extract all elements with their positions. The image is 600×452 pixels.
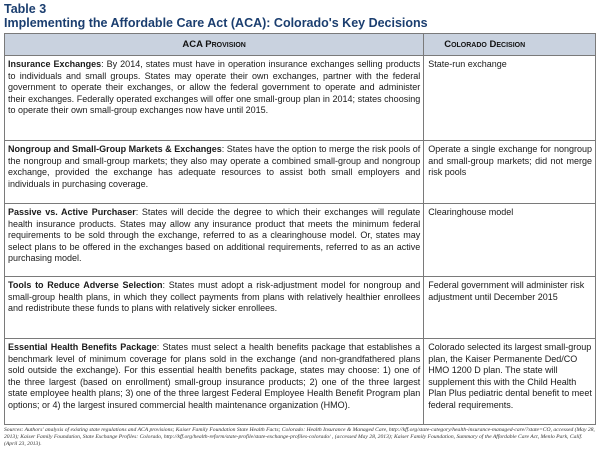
provision-text: : States have the option to merge the risk pools of the nongroup and small-group markets; they also may operate a combined small-group and nongroup exchange, provided the exchange has adequate resources to assist both small employers and individuals in purchasing coverage. [8,144,421,189]
provision-cell [5,204,424,277]
provision-text: : States must select a health benefits package that establishes a benchmark level of minimum coverage for plans sold in the exchange (and non-grandfathered plans sold outside the exchange). For this essential health benefits package, states may choose: 1) one of the three largest (based on enrollment) small-group insurance products; 2) one of the three largest state employee health plans; 3) one of the three largest Federal Employee Health Benefit Program plan options; or 4) the largest insured commercial health maintenance organization (HMO). [8,342,421,410]
provision-text: : By 2014, states must have in operation insurance exchanges selling products to individuals and small groups. States may operate their own exchanges, partner with the federal government to operate their exchanges, or allow the federal government to operate and administer their exchanges. Federally operated exchanges will offer one small-group plan in 2014; states choosing to operate their own small-group exchanges now have until 2015. [8,59,421,116]
decision-cell: Federal government will administer risk adjustment until December 2015 [424,277,596,339]
provision-heading: Insurance Exchanges [8,59,102,69]
decision-cell: Operate a single exchange for nongroup and small-group markets; did not merge risk pools [424,141,596,204]
provision-cell [5,277,424,339]
table-row [5,204,596,277]
provision-cell [5,339,424,425]
table-row [5,339,596,425]
provision-heading: Tools to Reduce Adverse Selection [8,280,163,290]
provision-heading: Essential Health Benefits Package [8,342,157,352]
decision-cell: State-run exchange [424,56,596,141]
sources-note: Sources: Authors' analysis of existing state regulations and ACA provisions; Kaiser Family Foundation State Health Facts; Colorado: Health Insurance & Managed Care, http://kff.org/state-category/health-insurance-managed-care/?state=CO, accessed (May 28, 2013); Kaiser Family Foundation, State Exchange Profiles: Colorado, http://kff.org/health-reform/state-profile/state-exchange-profiles-colorado/ , (accessed May 28, 2013); Kaiser Family Foundation, Summary of the Affordable Care Act, Menlo Park, Calif. (April 23, 2013). [4,427,595,447]
decision-cell: Colorado selected its largest small-group plan, the Kaiser Permanente Ded/CO HMO 1200 D plan. The state will supplement this with the Child Health Plan Plus pediatric dental benefit to meet federal requirements. [424,339,596,425]
provision-text: : States will decide the degree to which their exchanges will regulate health insurance products. States may allow any insurance product that meets the minimum federal requirements to be sold through the exchange, referred to as a clearinghouse model. Or, states may select plans to be offered in the exchanges based on additional requirements, referred to as an active purchasing model. [8,207,421,264]
provision-text: : States must adopt a risk-adjustment model for nongroup and small-group health plans, in which they collect payments from plans with relatively healthier enrollees and redistribute these funds to plans with relatively sicker enrollees. [8,280,421,314]
provision-cell [5,56,424,141]
decision-cell: Clearinghouse model [424,204,596,277]
table-number: Table 3 [4,2,47,16]
table-row [5,56,596,141]
table-row [5,141,596,204]
provision-heading: Nongroup and Small-Group Markets & Exchanges [8,144,222,154]
provision-cell [5,141,424,204]
table-row [5,277,596,339]
provision-heading: Passive vs. Active Purchaser [8,207,136,217]
table-header-row [5,34,596,56]
decisions-table [4,33,596,425]
col-header-aca-provision: ACA Provision [5,34,424,56]
col-header-colorado-decision: Colorado Decision [424,34,596,56]
table-title: Implementing the Affordable Care Act (ACA): Colorado's Key Decisions [4,16,428,30]
